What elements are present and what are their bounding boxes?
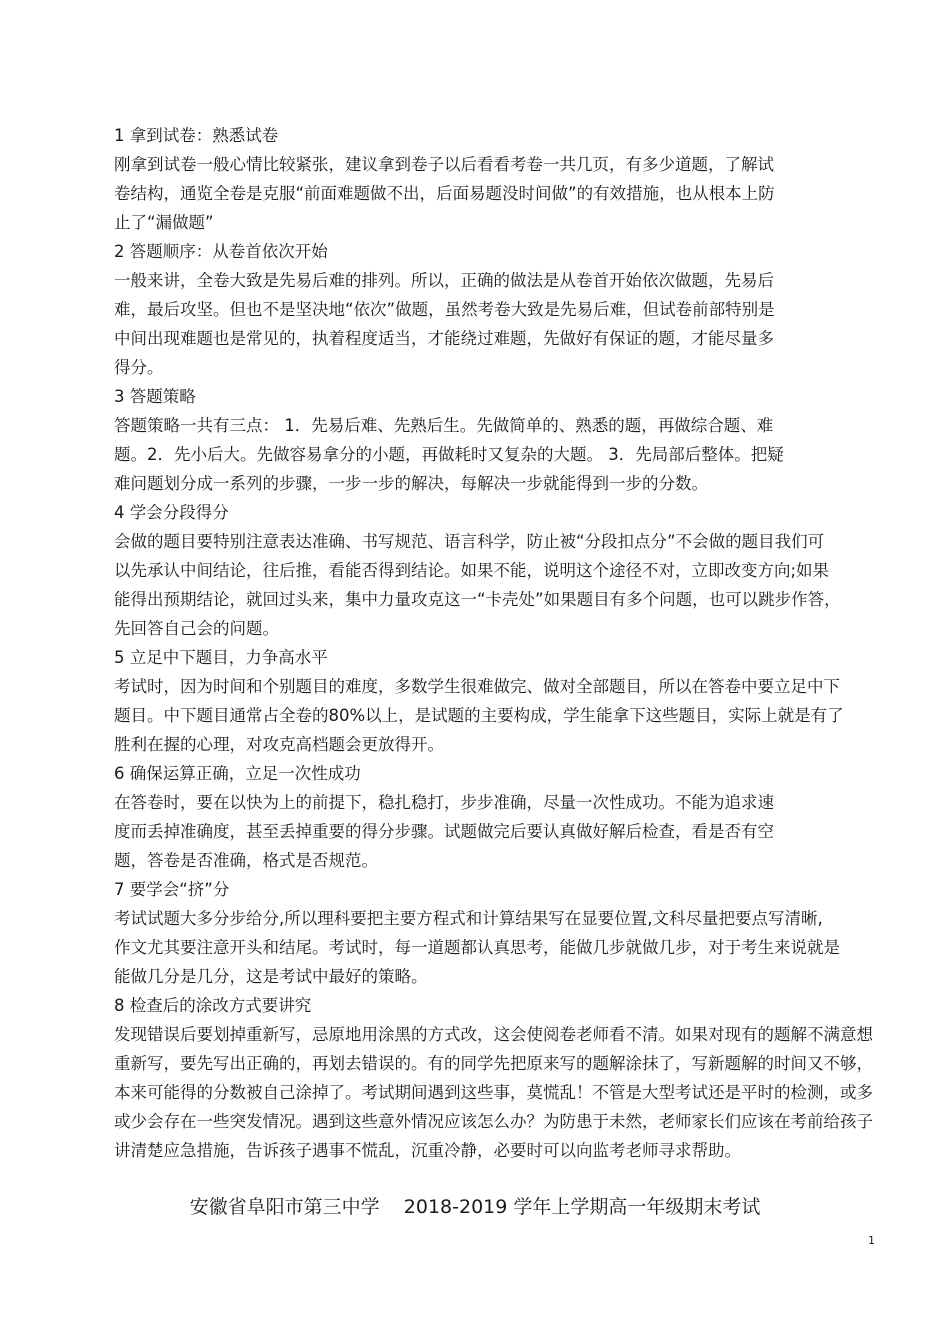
text-line: 2 答题顺序：从卷首依次开始 [114,242,328,261]
text-line: 止了“漏做题” [114,213,214,232]
text-line: 1 拿到试卷：熟悉试卷 [114,126,279,145]
text-line: 能做几分是几分，这是考试中最好的策略。 [114,967,428,986]
text-line: 难，最后攻坚。但也不是坚决地“依次”做题，虽然考卷大致是先易后难，但试卷前部特别是 [114,300,775,319]
text-line: 7 要学会“挤”分 [114,880,230,899]
text-line: 发现错误后要划掉重新写，忌原地用涂黑的方式改，这会使阅卷老师看不清。如果对现有的题解不满意想 [114,1025,873,1044]
text-line: 刚拿到试卷一般心情比较紧张，建议拿到卷子以后看看考卷一共几页，有多少道题，了解试 [114,155,774,174]
text-line: 胜利在握的心理，对攻克高档题会更放得开。 [114,735,444,754]
text-line: 4 学会分段得分 [114,503,229,522]
text-line: 讲清楚应急措施，告诉孩子遇事不慌乱，沉重冷静，必要时可以向监考老师寻求帮助。 [114,1141,741,1160]
exam-title: 安徽省阜阳市第三中学 2018-2019 学年上学期高一年级期末考试 [189,1196,761,1218]
text-line: 先回答自己会的问题。 [114,619,279,638]
page-number: 1 [868,1234,875,1247]
text-line: 或少会存在一些突发情况。遇到这些意外情况应该怎么办？为防患于未然，老师家长们应该在考前给孩子 [114,1112,873,1131]
text-line: 以先承认中间结论，往后推，看能否得到结论。如果不能，说明这个途径不对，立即改变方向;如果 [114,561,830,580]
text-line: 6 确保运算正确，立足一次性成功 [114,764,361,783]
text-line: 得分。 [114,358,164,377]
text-line: 考试试题大多分步给分,所以理科要把主要方程式和计算结果写在显要位置,文科尽量把要点写清晰, [114,909,823,928]
text-line: 题。2．先小后大。先做容易拿分的小题，再做耗时又复杂的大题。 3．先局部后整体。把疑 [114,445,784,464]
text-line: 一般来讲，全卷大致是先易后难的排列。所以，正确的做法是从卷首开始依次做题，先易后 [114,271,774,290]
text-line: 题，答卷是否准确，格式是否规范。 [114,851,378,870]
text-line: 卷结构，通览全卷是克服“前面难题做不出，后面易题没时间做”的有效措施，也从根本上防 [114,184,775,203]
text-line: 难问题划分成一系列的步骤，一步一步的解决，每解决一步就能得到一步的分数。 [114,474,708,493]
text-line: 8 检查后的涂改方式要讲究 [114,996,312,1015]
text-line: 度而丢掉准确度，甚至丢掉重要的得分步骤。试题做完后要认真做好解后检查，看是否有空 [114,822,774,841]
text-line: 能得出预期结论，就回过头来，集中力量攻克这一“卡壳处”如果题目有多个问题，也可以跳步作答， [114,590,841,609]
text-line: 3 答题策略 [114,387,196,406]
text-line: 重新写，要先写出正确的，再划去错误的。有的同学先把原来写的题解涂抹了，写新题解的时间又不够， [114,1054,873,1073]
text-line: 作文尤其要注意开头和结尾。考试时，每一道题都认真思考，能做几步就做几步，对于考生来说就是 [114,938,840,957]
text-line: 中间出现难题也是常见的，执着程度适当，才能绕过难题，先做好有保证的题，才能尽量多 [114,329,774,348]
text-line: 在答卷时，要在以快为上的前提下，稳扎稳打，步步准确，尽量一次性成功。不能为追求速 [114,793,774,812]
text-line: 5 立足中下题目，力争高水平 [114,648,328,667]
text-line: 本来可能得的分数被自己涂掉了。考试期间遇到这些事，莫慌乱！不管是大型考试还是平时的检测，或多 [114,1083,873,1102]
text-line: 答题策略一共有三点： 1．先易后难、先熟后生。先做简单的、熟悉的题，再做综合题、难 [114,416,774,435]
text-line: 考试时，因为时间和个别题目的难度，多数学生很难做完、做对全部题目，所以在答卷中要立足中下 [114,677,840,696]
document-body [114,121,884,1165]
text-line: 题目。中下题目通常占全卷的80%以上，是试题的主要构成，学生能拿下这些题目，实际上就是有了 [114,706,844,725]
text-line: 会做的题目要特别注意表达准确、书写规范、语言科学，防止被“分段扣点分”不会做的题目我们可 [114,532,825,551]
